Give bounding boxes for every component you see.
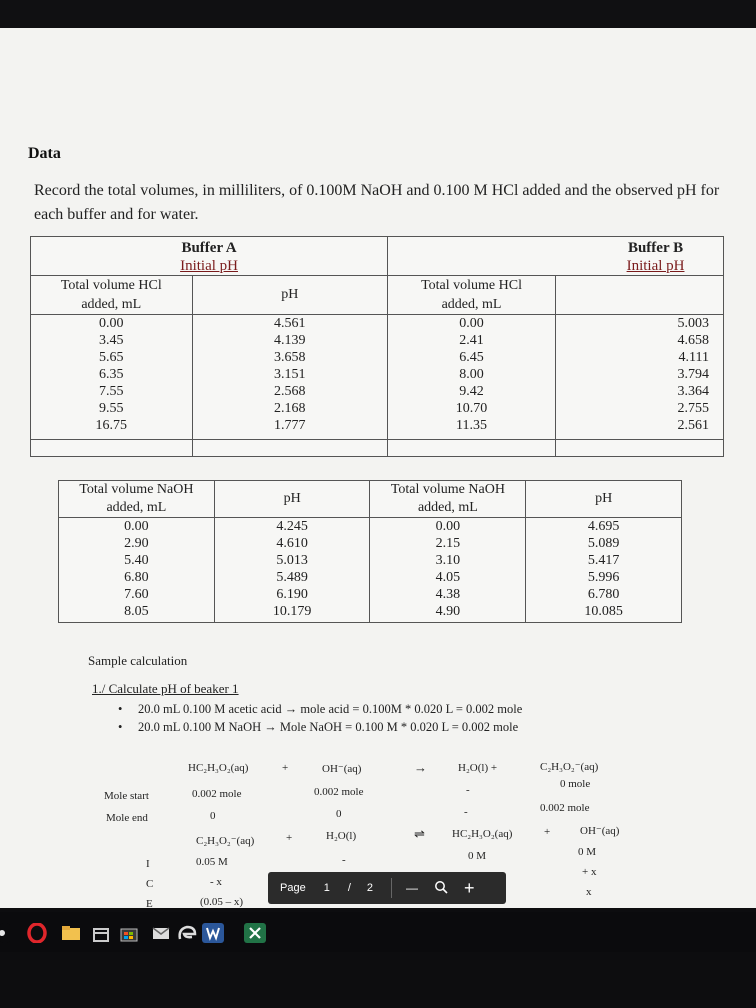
buffer-a-hcl-header: Total volume HCl added, mL <box>31 276 193 315</box>
mole-start-label: Mole start <box>104 790 149 802</box>
r2-plus2: + <box>544 826 551 838</box>
page-separator: / <box>347 882 351 894</box>
file-explorer-icon[interactable] <box>60 923 82 943</box>
i-water: - <box>342 854 346 866</box>
buffer-b-title: Buffer B <box>627 240 684 256</box>
ice-row-i: I <box>146 858 150 870</box>
buffer-b-hcl-header: Total volume HCl added, mL <box>388 276 556 315</box>
buffer-a-hcl-ph: 4.561 4.139 3.658 3.151 2.568 2.168 1.777 <box>192 315 388 440</box>
buffer-b-naoh-ph-header: pH <box>526 481 682 518</box>
r2-product-oh: OH⁻(aq) <box>580 825 620 837</box>
c-oh: + x <box>582 866 597 878</box>
r2-equilibrium-arrow: ⇌ <box>414 826 425 841</box>
buffer-a-hcl-volumes: 0.00 3.45 5.65 6.35 7.55 9.55 16.75 <box>31 315 193 440</box>
page-current-input[interactable]: 1 <box>323 882 330 894</box>
buffer-a-naoh-ph-header: pH <box>214 481 370 518</box>
ice-row-c: C <box>146 878 154 890</box>
start-acetate: 0 mole <box>560 778 591 790</box>
os-taskbar <box>0 912 756 952</box>
start-acid: 0.002 mole <box>192 788 242 800</box>
sample-calculation-title: Sample calculation <box>88 653 188 668</box>
bullet-naoh: • 20.0 mL 0.100 M NaOH → Mole NaOH = 0.100 M * 0.020 L = 0.002 mole <box>118 718 522 736</box>
lock-icon[interactable] <box>90 923 112 943</box>
monitor-top-bezel <box>0 0 756 28</box>
buffer-b-header-cell <box>388 237 724 276</box>
e-oh: x <box>586 886 592 898</box>
word-icon[interactable] <box>202 923 224 943</box>
hcl-data-table <box>30 236 724 457</box>
buffer-a-title: Buffer A <box>181 240 237 256</box>
end-water: - <box>464 806 468 818</box>
buffer-b-naoh-ph: 4.695 5.089 5.417 5.996 6.780 10.085 <box>526 518 682 623</box>
e-acetate: (0.05 – x) <box>200 896 244 908</box>
store-icon[interactable] <box>118 923 140 943</box>
buffer-b-naoh-volumes: 0.00 2.15 3.10 4.05 4.38 4.90 <box>370 518 526 623</box>
buffer-b-initial-ph: Initial pH <box>626 258 685 274</box>
buffer-a-naoh-header: Total volume NaOH added, mL <box>59 481 215 518</box>
r1-reactant-acid: HC₂H₃O₂(aq) <box>188 762 249 774</box>
toolbar-divider <box>391 878 392 898</box>
zoom-out-button[interactable]: — <box>406 881 419 895</box>
r2-product-acid: HC₂H₃O₂(aq) <box>452 828 513 840</box>
r1-plus: + <box>282 762 289 774</box>
r2-reactant-water: H₂O(l) <box>326 830 357 842</box>
r1-product-water: H₂O(l) + <box>458 762 498 774</box>
mail-icon[interactable] <box>150 923 172 943</box>
edge-icon[interactable] <box>176 923 198 943</box>
page-label: Page <box>280 882 306 894</box>
excel-icon[interactable] <box>244 923 266 943</box>
calculate-title: 1./ Calculate pH of beaker 1 <box>92 681 239 696</box>
mole-end-label: Mole end <box>106 812 148 824</box>
end-oh: 0 <box>336 808 342 820</box>
ice-row-e: E <box>146 898 153 910</box>
start-icon[interactable] <box>0 923 10 943</box>
zoom-in-button[interactable]: + <box>464 877 475 898</box>
document-page <box>0 28 756 908</box>
opera-icon[interactable] <box>26 923 48 943</box>
zoom-icon[interactable] <box>434 880 448 897</box>
section-heading: Data <box>28 145 61 162</box>
c-acetate: - x <box>210 876 222 888</box>
buffer-b-naoh-header: Total volume NaOH added, mL <box>370 481 526 518</box>
intro-paragraph: Record the total volumes, in milliliters, of 0.100M NaOH and 0.100 M HCl added and the observed pH for each buffer and for water. <box>34 182 720 223</box>
start-water: - <box>466 784 470 796</box>
buffer-a-header-cell <box>31 237 388 276</box>
buffer-b-hcl-ph: 5.003 4.658 4.111 3.794 3.364 2.755 2.561 <box>556 315 724 440</box>
pdf-viewer-toolbar <box>268 872 506 904</box>
i-acid: 0 M <box>468 850 487 862</box>
buffer-a-naoh-ph: 4.245 4.610 5.013 5.489 6.190 10.179 <box>214 518 370 623</box>
r2-reactant-acetate: C₂H₃O₂⁻(aq) <box>196 835 255 847</box>
bullet-acid: • 20.0 mL 0.100 M acetic acid → mole acid = 0.100M * 0.020 L = 0.002 mole <box>118 700 522 718</box>
r2-plus1: + <box>286 832 293 844</box>
r1-reactant-oh: OH⁻(aq) <box>322 763 362 775</box>
start-oh: 0.002 mole <box>314 786 364 798</box>
end-acetate: 0.002 mole <box>540 802 590 814</box>
r1-arrow: → <box>414 760 427 775</box>
buffer-a-initial-ph: Initial pH <box>180 258 238 274</box>
naoh-data-table <box>58 480 682 623</box>
page-total: 2 <box>366 882 374 894</box>
buffer-a-ph-header: pH <box>192 276 388 315</box>
i-oh: 0 M <box>578 846 597 858</box>
r1-product-acetate: C₂H₃O₂⁻(aq) <box>540 761 599 773</box>
buffer-a-naoh-volumes: 0.00 2.90 5.40 6.80 7.60 8.05 <box>59 518 215 623</box>
i-acetate: 0.05 M <box>196 856 228 868</box>
end-acid: 0 <box>210 810 216 822</box>
calc-bullets <box>118 700 522 736</box>
buffer-b-hcl-volumes: 0.00 2.41 6.45 8.00 9.42 10.70 11.35 <box>388 315 556 440</box>
buffer-b-ph-header <box>556 276 724 315</box>
